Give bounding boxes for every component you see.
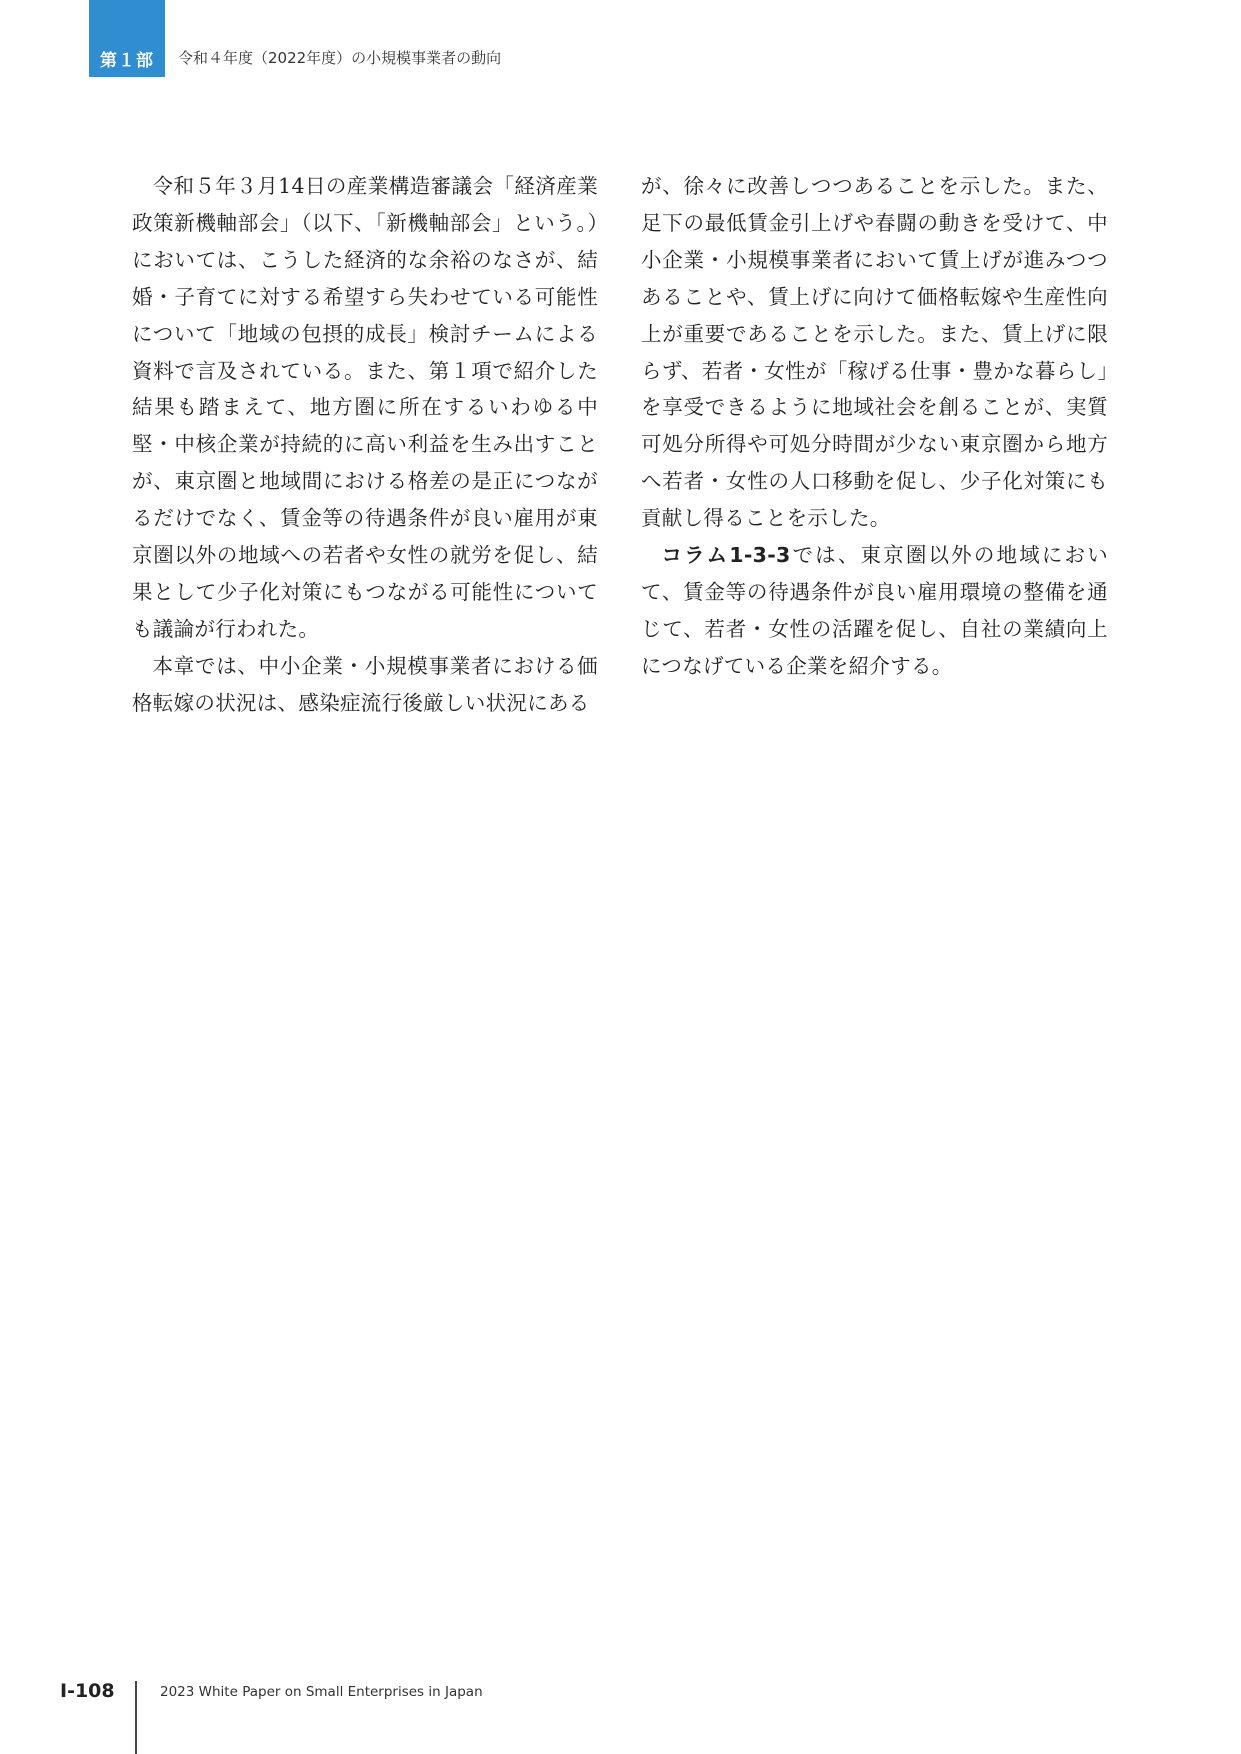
page-number: I-108 — [60, 1680, 115, 1702]
paragraph-text: では、東京圏以外の地域において、賃金等の待遇条件が良い雇用環境の整備を通じて、若者・女性の活躍を促し、自社の業績向上につなげている企業を紹介する。 — [641, 543, 1108, 678]
running-header-title: 令和４年度（2022年度）の小規模事業者の動向 — [178, 49, 502, 67]
part-label: 第１部 — [100, 51, 154, 71]
footer-divider — [135, 1681, 137, 1754]
right-column — [641, 168, 1108, 685]
column-reference: コラム1-3-3 — [661, 543, 791, 568]
paragraph: 本章では、中小企業・小規模事業者における価格転嫁の状況は、感染症流行後厳しい状況にある — [132, 653, 598, 715]
paragraph — [641, 537, 1108, 685]
paragraph: 令和５年３月14日の産業構造審議会「経済産業政策新機軸部会」（以下、「新機軸部会」という。）においては、こうした経済的な余裕のなさが、結婚・子育てに対する希望すら失わせている可能性について「地域の包摂的成長」検討チームによる資料で言及されている。また、第１項で紹介した結果も踏まえて、地方圏に所在するいわゆる中堅・中核企業が持続的に高い利益を生み出すことが、東京圏と地域間における格差の是正につながるだけでなく、賃金等の待遇条件が良い雇用が東京圏以外の地域への若者や女性の就労を促し、結果として少子化対策にもつながる可能性についても議論が行われた。 — [132, 174, 598, 641]
part-tab — [89, 0, 165, 77]
publication-title: 2023 White Paper on Small Enterprises in Japan — [160, 1684, 483, 1700]
paragraph-continued: が、徐々に改善しつつあることを示した。また、足下の最低賃金引上げや春闘の動きを受けて、中小企業・小規模事業者において賃上げが進みつつあることや、賃上げに向けて価格転嫁や生産性向上が重要であることを示した。また、賃上げに限らず、若者・女性が「稼げる仕事・豊かな暮らし」を享受できるように地域社会を創ることが、実質可処分所得や可処分時間が少ない東京圏から地方へ若者・女性の人口移動を促し、少子化対策にも貢献し得ることを示した。 — [641, 174, 1108, 531]
left-column — [132, 168, 598, 722]
